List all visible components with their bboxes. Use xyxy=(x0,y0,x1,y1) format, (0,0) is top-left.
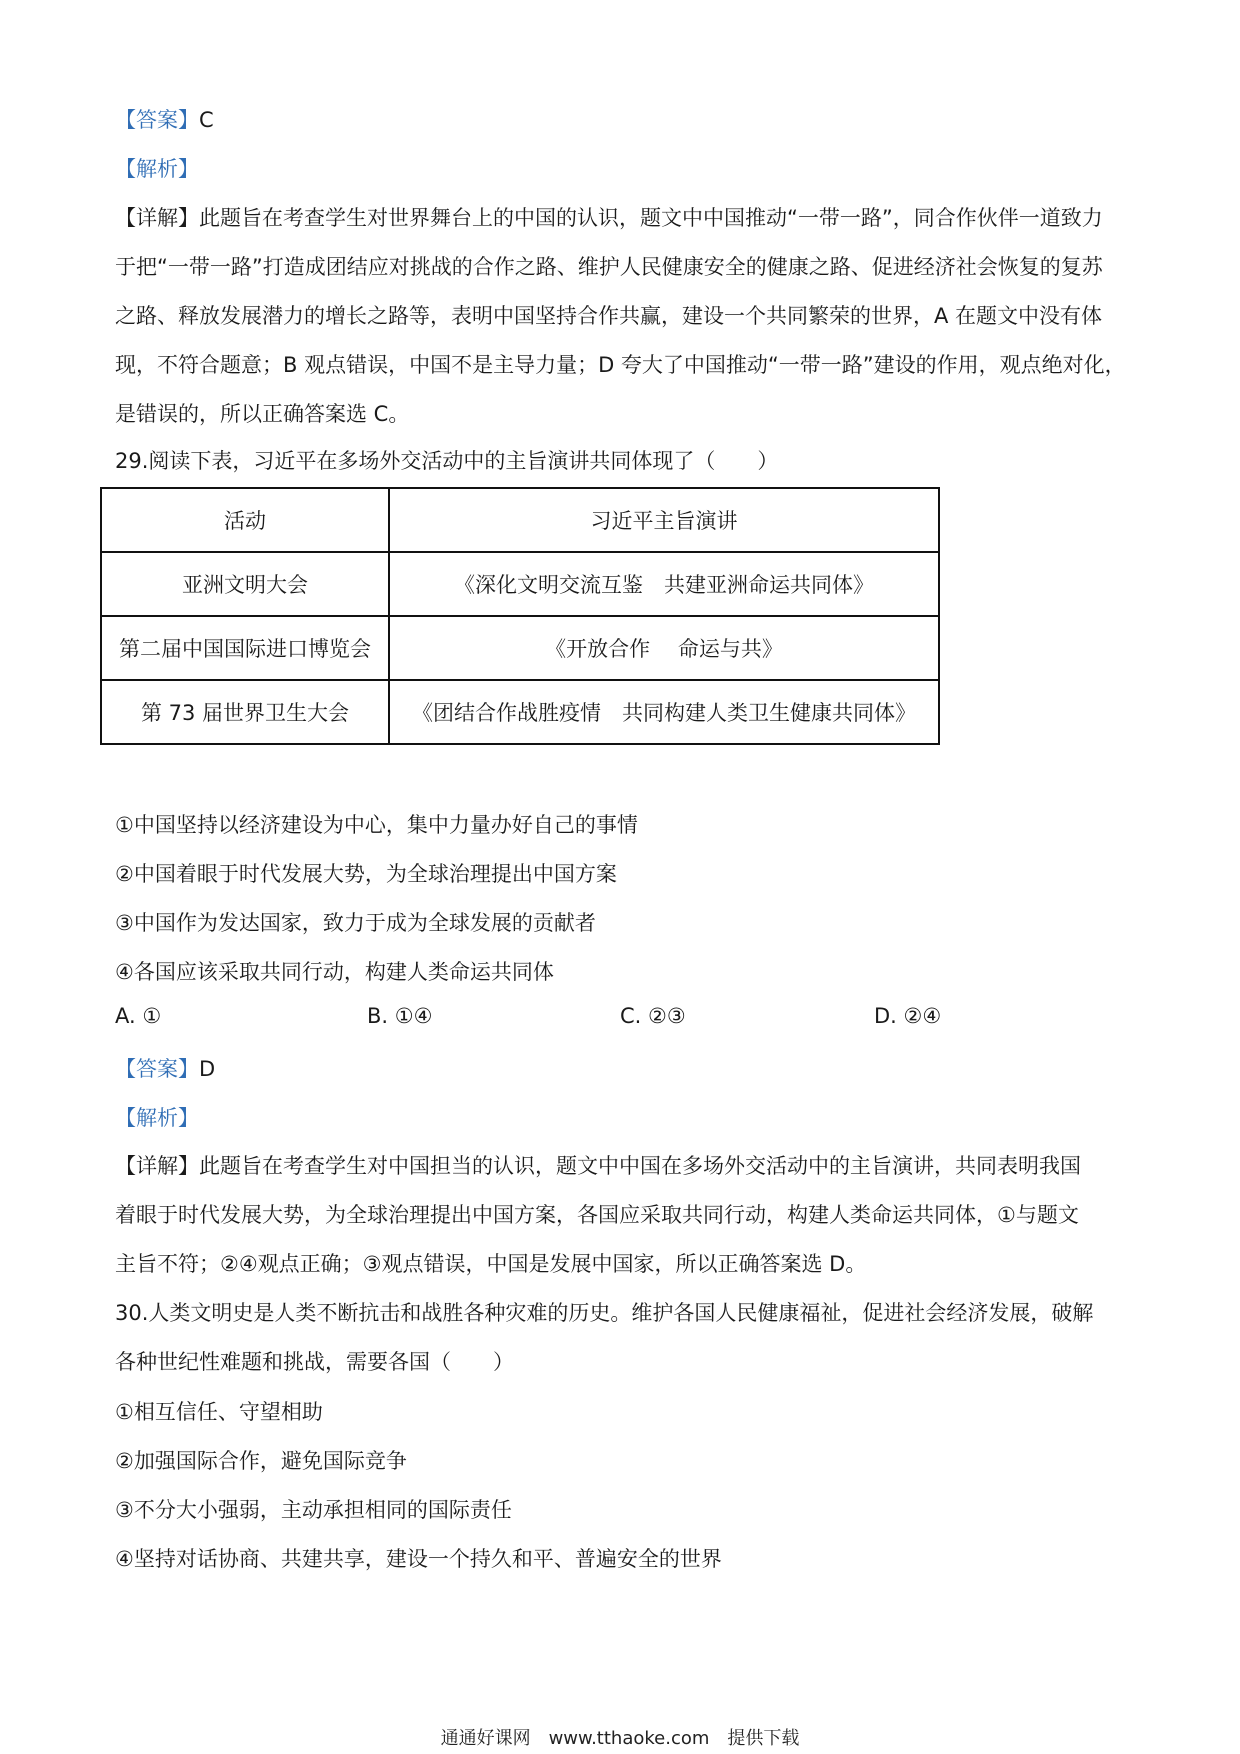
q30-stem-line: 各种世纪性难题和挑战，需要各国（ ） xyxy=(115,1350,514,1374)
q30-statement: ①相互信任、守望相助 xyxy=(115,1400,323,1424)
table-header-cell: 活动 xyxy=(101,488,389,552)
q28-detail-line: 现，不符合题意；B 观点错误，中国不是主导力量；D 夸大了中国推动“一带一路”建设的作用，观点绝对化， xyxy=(115,353,1126,377)
q30-stem-line: 30.人类文明史是人类不断抗击和战胜各种灾难的历史。维护各国人民健康福祉，促进社会经济发展，破解 xyxy=(115,1301,1094,1325)
q29-statement: ①中国坚持以经济建设为中心，集中力量办好自己的事情 xyxy=(115,813,638,837)
q30-statement: ②加强国际合作，避免国际竞争 xyxy=(115,1449,407,1473)
answer-label: 【答案】 xyxy=(115,108,199,132)
table-cell: 《深化文明交流互鉴 共建亚洲命运共同体》 xyxy=(389,552,939,616)
q29-answer xyxy=(115,1054,1135,1084)
analysis-label: 【解析】 xyxy=(115,157,199,181)
q28-detail-line: 之路、释放发展潜力的增长之路等，表明中国坚持合作共赢，建设一个共同繁荣的世界，A 在题文中没有体 xyxy=(115,304,1103,328)
analysis-label: 【解析】 xyxy=(115,1106,199,1130)
table-cell: 《开放合作 命运与共》 xyxy=(389,616,939,680)
table-cell: 《团结合作战胜疫情 共同构建人类卫生健康共同体》 xyxy=(389,680,939,744)
q29-detail-line: 【详解】此题旨在考查学生对中国担当的认识，题文中中国在多场外交活动中的主旨演讲，共同表明我国 xyxy=(115,1154,1081,1178)
answer-value: C xyxy=(199,108,214,132)
page-footer: 通通好课网 www.tthaoke.com 提供下载 xyxy=(440,1728,800,1749)
table-row xyxy=(101,552,939,616)
q28-detail-line: 【详解】此题旨在考查学生对世界舞台上的中国的认识，题文中中国推动“一带一路”，同合作伙伴一道致力 xyxy=(115,206,1103,230)
q28-detail xyxy=(115,194,1135,439)
q29-detail-line: 主旨不符；②④观点正确；③观点错误，中国是发展中国家，所以正确答案选 D。 xyxy=(115,1252,867,1276)
q28-analysis-heading xyxy=(115,154,1135,184)
q29-detail-line: 着眼于时代发展大势，为全球治理提出中国方案，各国应采取共同行动，构建人类命运共同体，①与题文 xyxy=(115,1203,1079,1227)
q29-options xyxy=(115,1004,1135,1034)
table-cell: 第二届中国国际进口博览会 xyxy=(101,616,389,680)
q30-statement: ③不分大小强弱，主动承担相同的国际责任 xyxy=(115,1498,512,1522)
q28-detail-line: 于把“一带一路”打造成团结应对挑战的合作之路、维护人民健康安全的健康之路、促进经济社会恢复的复苏 xyxy=(115,255,1103,279)
q28-answer xyxy=(115,105,1135,135)
answer-value: D xyxy=(199,1057,216,1081)
option-a: A. ① xyxy=(115,1004,162,1028)
table-row xyxy=(101,616,939,680)
detail-label: 【详解】 xyxy=(115,1154,199,1178)
table-row xyxy=(101,680,939,744)
q29-statement: ②中国着眼于时代发展大势，为全球治理提出中国方案 xyxy=(115,862,617,886)
detail-label: 【详解】 xyxy=(115,206,199,230)
q28-detail-line: 是错误的，所以正确答案选 C。 xyxy=(115,402,410,426)
option-c: C. ②③ xyxy=(620,1004,686,1028)
q29-detail xyxy=(115,1142,1135,1289)
q29-statement: ④各国应该采取共同行动，构建人类命运共同体 xyxy=(115,960,554,984)
q30-statement: ④坚持对话协商、共建共享，建设一个持久和平、普遍安全的世界 xyxy=(115,1547,722,1571)
option-b: B. ①④ xyxy=(367,1004,433,1028)
q29-analysis-heading xyxy=(115,1103,1135,1133)
q30-stem xyxy=(115,1289,1135,1387)
option-d: D. ②④ xyxy=(874,1004,942,1028)
table-header-row xyxy=(101,488,939,552)
table-cell: 亚洲文明大会 xyxy=(101,552,389,616)
table-cell: 第 73 届世界卫生大会 xyxy=(101,680,389,744)
q29-statement: ③中国作为发达国家，致力于成为全球发展的贡献者 xyxy=(115,911,596,935)
table-header-cell: 习近平主旨演讲 xyxy=(389,488,939,552)
answer-label: 【答案】 xyxy=(115,1057,199,1081)
q29-table xyxy=(100,487,940,745)
q29-stem: 29.阅读下表，习近平在多场外交活动中的主旨演讲共同体现了（ ） xyxy=(115,449,779,473)
